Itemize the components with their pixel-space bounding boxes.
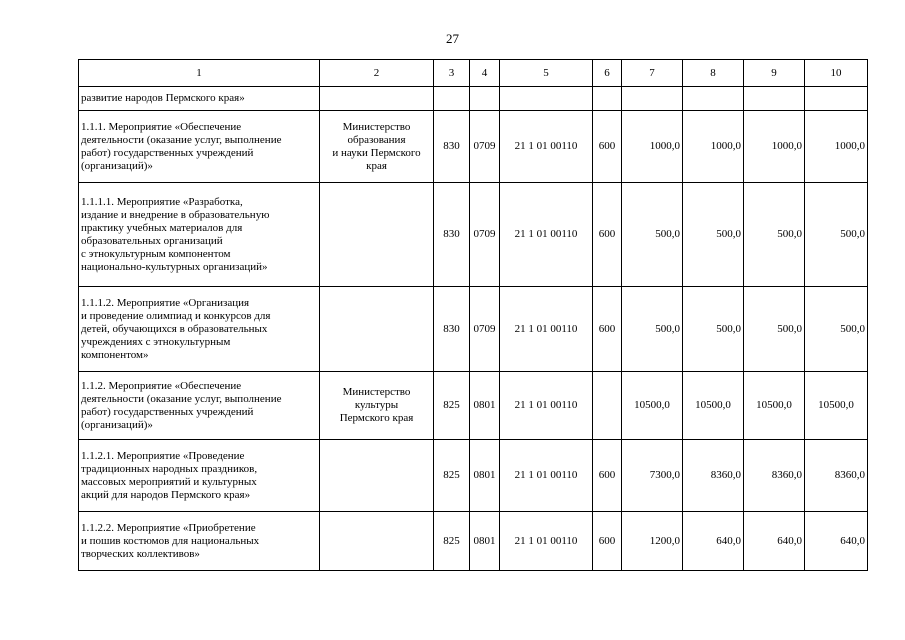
admin-code: 825 <box>443 399 460 411</box>
table-row <box>79 372 868 440</box>
column-header: 1 <box>79 60 320 87</box>
amount-col8: 1000,0 <box>710 140 741 152</box>
amount-col10: 1000,0 <box>834 140 865 152</box>
column-header: 6 <box>593 60 622 87</box>
column-header: 4 <box>470 60 500 87</box>
amount-col9: 1000,0 <box>771 140 802 152</box>
expense-type-code: 600 <box>598 228 616 240</box>
header-row <box>79 60 868 87</box>
column-header: 5 <box>500 60 593 87</box>
target-article-code: 21 1 01 00110 <box>514 140 578 152</box>
column-header: 3 <box>434 60 470 87</box>
amount-col7: 500,0 <box>655 228 680 240</box>
amount-col7: 7300,0 <box>649 469 680 481</box>
admin-code: 830 <box>443 322 460 335</box>
table-row <box>79 111 868 183</box>
amount-col10: 640,0 <box>840 534 865 547</box>
amount-col8: 640,0 <box>716 534 741 547</box>
admin-code: 825 <box>443 534 460 547</box>
expense-type-code: 600 <box>598 469 616 481</box>
amount-col7: 1000,0 <box>649 140 680 152</box>
activity-name: развитие народов Пермского края» <box>81 92 245 104</box>
activity-name: 1.1.2. Мероприятие «Обеспечение деятельности (оказание услуг, выполнение работ) государственных учреждений (организаций)» <box>81 379 282 431</box>
admin-code: 830 <box>443 228 460 240</box>
page-number: 27 <box>446 31 459 46</box>
amount-col7: 1200,0 <box>649 534 680 547</box>
ministry-name: Министерство образования и науки Пермского края <box>332 120 421 172</box>
table-row <box>79 512 868 571</box>
section-code: 0709 <box>473 140 496 152</box>
amount-col8: 8360,0 <box>710 469 741 481</box>
expense-type-code: 600 <box>598 534 616 547</box>
activity-name: 1.1.2.1. Мероприятие «Проведение традиционных народных праздников, массовых мероприятий и культурных акций для народов Пермского края» <box>81 449 258 501</box>
amount-col8: 500,0 <box>716 322 741 335</box>
amount-col7: 10500,0 <box>634 399 670 411</box>
amount-col9: 10500,0 <box>756 399 792 411</box>
target-article-code: 21 1 01 00110 <box>514 228 578 240</box>
admin-code: 825 <box>443 469 460 481</box>
amount-col10: 8360,0 <box>834 469 865 481</box>
activity-name: 1.1.1.1. Мероприятие «Разработка, издание и внедрение в образовательную практику учебных материалов для образовательных организаций с этнокультурным компонентом национально-культурных организаций» <box>81 195 270 273</box>
activity-name: 1.1.1. Мероприятие «Обеспечение деятельности (оказание услуг, выполнение работ) государственных учреждений (организаций)» <box>81 120 282 172</box>
budget-table <box>78 59 868 571</box>
table-row <box>79 440 868 512</box>
section-code: 0709 <box>473 322 496 335</box>
amount-col8: 10500,0 <box>695 399 731 411</box>
amount-col10: 500,0 <box>840 322 865 335</box>
target-article-code: 21 1 01 00110 <box>514 469 578 481</box>
column-header: 9 <box>744 60 805 87</box>
table-row <box>79 87 868 111</box>
target-article-code: 21 1 01 00110 <box>514 322 578 335</box>
column-header: 7 <box>622 60 683 87</box>
ministry-name: Министерство культуры Пермского края <box>339 386 414 424</box>
amount-col10: 500,0 <box>840 228 865 240</box>
amount-col9: 8360,0 <box>771 469 802 481</box>
expense-type-code: 600 <box>598 140 616 152</box>
column-header: 10 <box>805 60 868 87</box>
amount-col7: 500,0 <box>655 322 680 335</box>
column-header: 2 <box>320 60 434 87</box>
amount-col9: 500,0 <box>777 228 802 240</box>
amount-col9: 500,0 <box>777 322 802 335</box>
column-header: 8 <box>683 60 744 87</box>
amount-col8: 500,0 <box>716 228 741 240</box>
amount-col10: 10500,0 <box>818 399 854 411</box>
activity-name: 1.1.1.2. Мероприятие «Организация и проведение олимпиад и конкурсов для детей, обучающихся в образовательных учреждениях с этнокультурным компонентом» <box>81 296 271 361</box>
expense-type-code: 600 <box>598 322 616 335</box>
admin-code: 830 <box>443 140 460 152</box>
amount-col9: 640,0 <box>777 534 802 547</box>
table-row <box>79 183 868 287</box>
section-code: 0801 <box>473 469 496 481</box>
target-article-code: 21 1 01 00110 <box>514 399 578 411</box>
section-code: 0801 <box>473 534 496 547</box>
activity-name: 1.1.2.2. Мероприятие «Приобретение и пошив костюмов для национальных творческих коллективов» <box>81 521 260 560</box>
target-article-code: 21 1 01 00110 <box>514 534 578 547</box>
section-code: 0801 <box>473 399 496 411</box>
table-row <box>79 287 868 372</box>
section-code: 0709 <box>473 228 496 240</box>
